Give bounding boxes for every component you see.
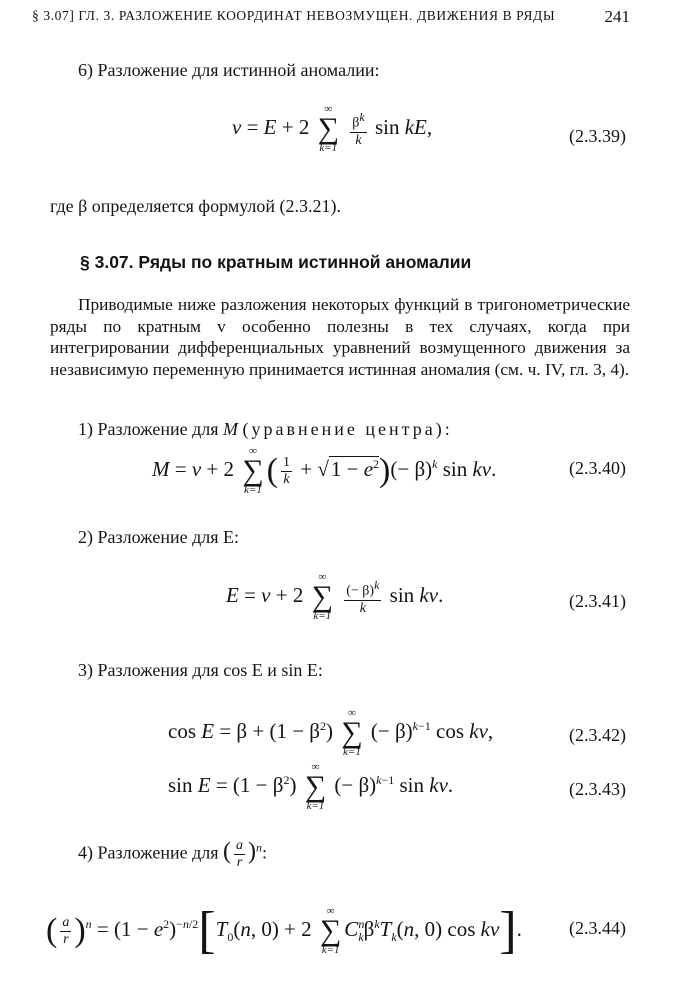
item-1-variable: M xyxy=(223,419,239,439)
equation-2-3-39: v = E + 2 ∞ ∑ k=1 $\frac{\beta^k}{k}$ sin kE, xyxy=(232,103,433,154)
equation-number-39: (2.3.39) xyxy=(569,126,626,146)
equation-2-3-41: E = v + 2 ∞ ∑ k=1 $\frac{(- \beta)^k}{k}$ sin kv. xyxy=(226,571,444,622)
equation-number-43: (2.3.43) xyxy=(569,779,626,799)
running-header xyxy=(32,8,632,34)
equation-2-3-40: M = v + 2 ∞ ∑ k=1 ( $\frac{1}{k}$ + $√1 - e^2)(- \beta)^k$ sin kv. xyxy=(152,445,497,496)
item-1-heading xyxy=(78,419,453,440)
item-4-prefix: 4) Разложение для xyxy=(78,842,219,863)
equation-number-44: (2.3.44) xyxy=(569,918,626,938)
beta-reference-line: где β определяется формулой (2.3.21). xyxy=(50,196,342,216)
equation-number-40: (2.3.40) xyxy=(569,458,626,478)
equation-2-3-43: $\sin E = (1 - \beta^2)$ ∞ ∑ k=1 (− β)$^{k-1}$ sin kv. xyxy=(168,761,454,812)
equation-number-41: (2.3.41) xyxy=(569,591,626,611)
item-6-heading: 6) Разложение для истинной аномалии: xyxy=(78,60,380,80)
item-2-heading: 2) Разложение для E: xyxy=(78,527,239,547)
item-3-heading: 3) Разложения для cos E и sin E: xyxy=(78,660,323,680)
item-1-spaced-note: (уравнение центра): xyxy=(242,419,453,439)
item-1-prefix: 1) Разложение для xyxy=(78,419,219,439)
intro-paragraph xyxy=(50,294,630,380)
running-head-text: § 3.07] ГЛ. 3. РАЗЛОЖЕНИЕ КООРДИНАТ НЕВОЗМУЩЕН. ДВИЖЕНИЯ В РЯДЫ xyxy=(32,8,556,23)
equation-number-42: (2.3.42) xyxy=(569,725,626,745)
intro-paragraph-text: Приводимые ниже разложения некоторых функций в тригонометрические ряды по кратным v особенно полезны в тех случаях, когда при интегрировании дифференциальных уравнений возмущенного движения за независимую переменную принимается истинная аномалия (см. ч. IV, гл. 3, 4). xyxy=(50,295,630,379)
equation-2-3-44: ( $\frac{a}{r}$ )$^n = (1 - e^2)^{-n/2}[T_0(n$, 0) + 2 ∞ ∑ k=1 $C^n_k\beta^kT_k(n$, 0) cos kv]. xyxy=(46,902,522,959)
equation-2-3-42: $\cos E = \beta + (1 - \beta^2)$ ∞ ∑ k=1 (− β)$^{k-1}$ cos kv, xyxy=(168,707,494,758)
page-number: 241 xyxy=(604,7,630,26)
section-heading: § 3.07. Ряды по кратным истинной аномалии xyxy=(80,252,472,272)
item-4-heading: 4) Разложение для ( $\frac{a}{r}$ )$^n$: xyxy=(78,838,268,870)
